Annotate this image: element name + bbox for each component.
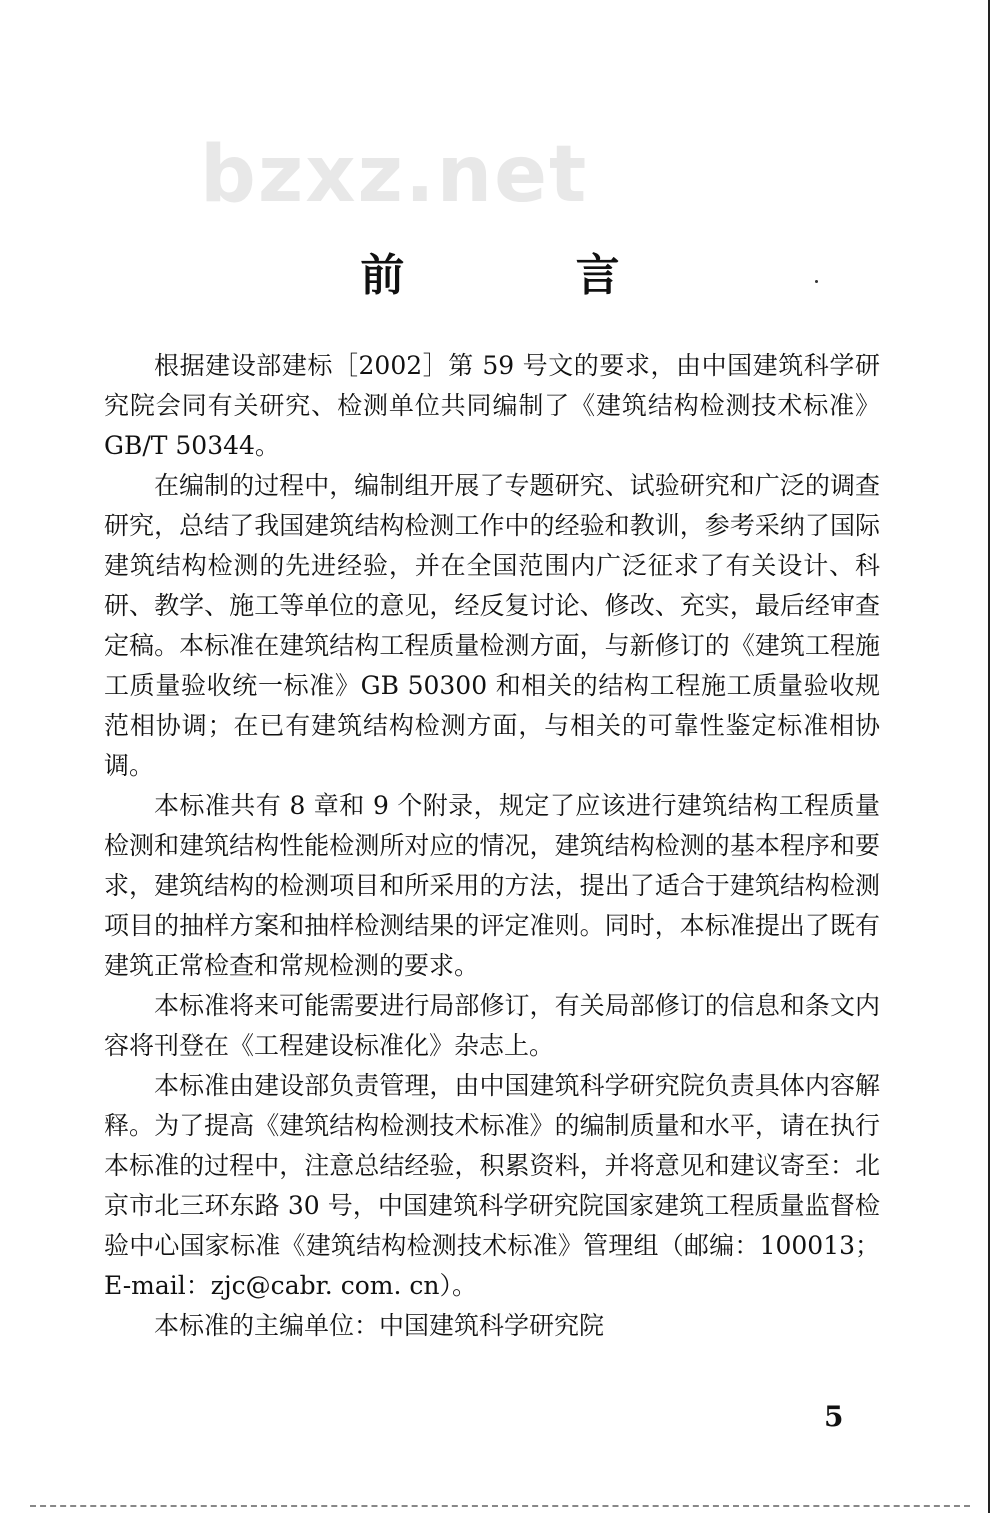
page-number: 5 [824, 1400, 844, 1433]
watermark-text: bzxz.net [200, 130, 589, 220]
preface-body [104, 346, 880, 1346]
paragraph-3: 本标准共有 8 章和 9 个附录，规定了应该进行建筑结构工程质量检测和建筑结构性能检测所对应的情况，建筑结构检测的基本程序和要求，建筑结构的检测项目和所采用的方法，提出了适合于建筑结构检测项目的抽样方案和抽样检测结果的评定准则。同时，本标准提出了既有建筑正常检查和常规检测的要求。 [104, 791, 880, 980]
scan-edge-line [988, 0, 990, 1513]
paragraph-1: 根据建设部建标［2002］第 59 号文的要求，由中国建筑科学研究院会同有关研究、检测单位共同编制了《建筑结构检测技术标准》GB/T 50344。 [104, 351, 880, 460]
page-title: 前 言 [360, 250, 698, 302]
paragraph-4: 本标准将来可能需要进行局部修订，有关局部修订的信息和条文内容将刊登在《工程建设标准化》杂志上。 [104, 991, 880, 1060]
scan-bottom-dashes [30, 1505, 970, 1507]
paragraph-6: 本标准的主编单位：中国建筑科学研究院 [154, 1311, 605, 1340]
paragraph-2: 在编制的过程中，编制组开展了专题研究、试验研究和广泛的调查研究，总结了我国建筑结构检测工作中的经验和教训，参考采纳了国际建筑结构检测的先进经验，并在全国范围内广泛征求了有关设计、科研、教学、施工等单位的意见，经反复讨论、修改、充实，最后经审查定稿。本标准在建筑结构工程质量检测方面，与新修订的《建筑工程施工质量验收统一标准》GB 50300 和相关的结构工程施工质量验收规范相协调；在已有建筑结构检测方面，与相关的可靠性鉴定标准相协调。 [104, 471, 880, 780]
paragraph-5: 本标准由建设部负责管理，由中国建筑科学研究院负责具体内容解释。为了提高《建筑结构检测技术标准》的编制质量和水平，请在执行本标准的过程中，注意总结经验，积累资料，并将意见和建议寄至：北京市北三环东路 30 号，中国建筑科学研究院国家建筑工程质量监督检验中心国家标准《建筑结构检测技术标准》管理组（邮编：100013；E-mail：zjc@cabr. com. cn）。 [104, 1071, 880, 1300]
